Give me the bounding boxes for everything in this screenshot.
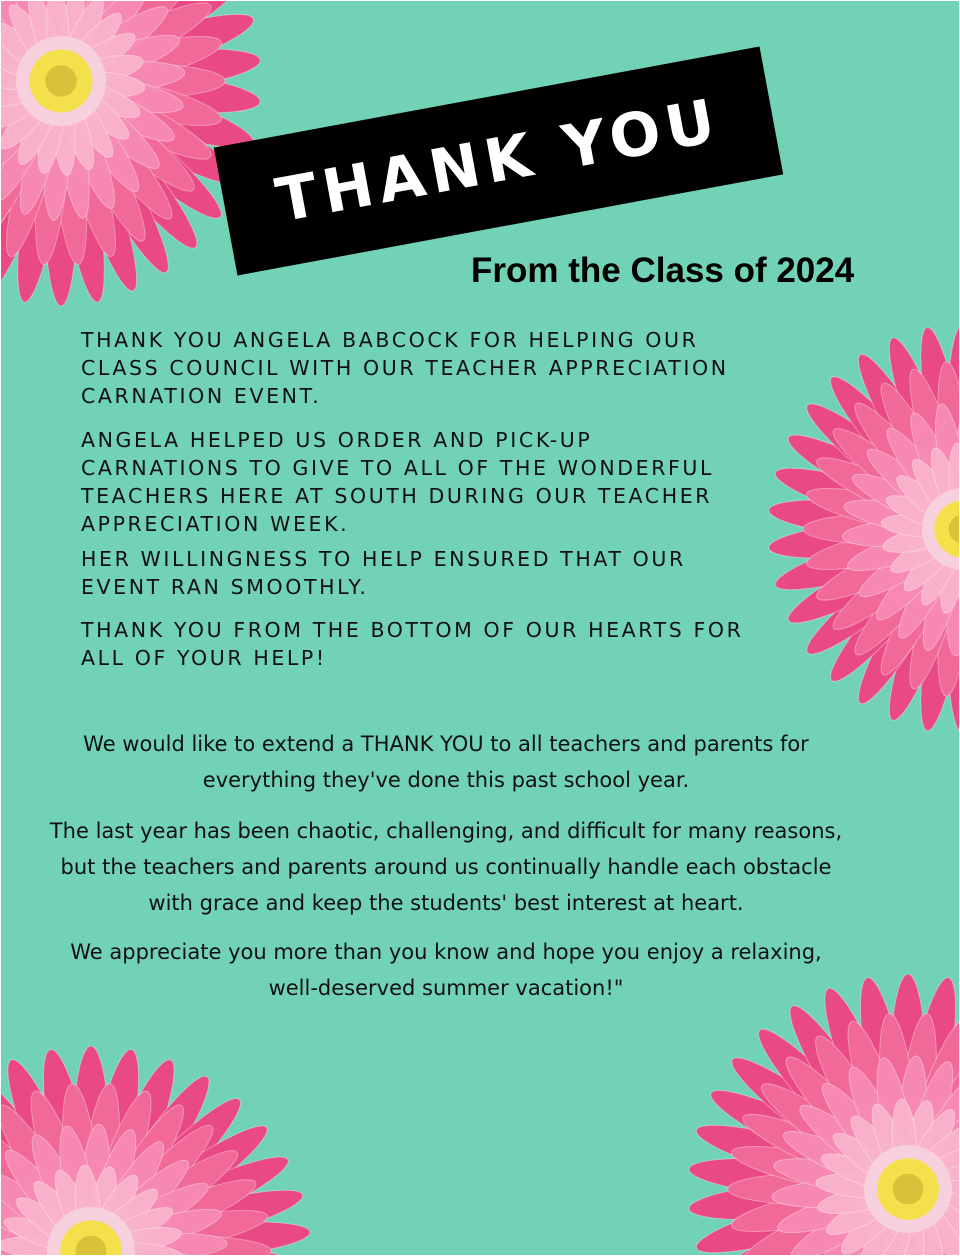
note-line: APPRECIATION WEEK. [81, 512, 350, 536]
flower-bottom-right-icon [683, 969, 959, 1255]
message-paragraph-1 [21, 726, 871, 798]
note-paragraph-1 [81, 326, 729, 410]
message-line: but the teachers and parents around us continually handle each obstacle [60, 855, 832, 879]
message-line: We would like to extend a THANK YOU to all teachers and parents for [83, 732, 809, 756]
note-line: CARNATIONS TO GIVE TO ALL OF THE WONDERFUL [81, 456, 715, 480]
message-line: well-deserved summer vacation!" [268, 976, 624, 1000]
message-paragraph-3 [21, 934, 871, 1006]
message-paragraph-2 [21, 813, 871, 921]
note-line: TEACHERS HERE AT SOUTH DURING OUR TEACHER [81, 484, 713, 508]
message-line: with grace and keep the students' best interest at heart. [148, 891, 744, 915]
note-line: THANK YOU ANGELA BABCOCK FOR HELPING OUR [81, 328, 699, 352]
note-paragraph-2 [81, 426, 714, 538]
note-line: CARNATION EVENT. [81, 384, 322, 408]
note-line: CLASS COUNCIL WITH OUR TEACHER APPRECIATION [81, 356, 729, 380]
thank-you-banner [214, 47, 783, 276]
subtitle: From the Class of 2024 [471, 251, 855, 290]
note-line: EVENT RAN SMOOTHLY. [81, 575, 369, 599]
message-line: everything they've done this past school year. [202, 768, 690, 792]
banner-title: THANK YOU [270, 85, 727, 237]
note-line: ALL OF YOUR HELP! [81, 646, 327, 670]
message-line: We appreciate you more than you know and hope you enjoy a relaxing, [70, 940, 822, 964]
note-line: THANK YOU FROM THE BOTTOM OF OUR HEARTS FOR [81, 618, 744, 642]
note-line: HER WILLINGNESS TO HELP ENSURED THAT OUR [81, 547, 686, 571]
thank-you-flyer [1, 1, 959, 1255]
note-paragraph-4 [81, 616, 743, 672]
note-line: ANGELA HELPED US ORDER AND PICK-UP [81, 428, 593, 452]
message-line: The last year has been chaotic, challenging, and difficult for many reasons, [49, 819, 843, 843]
flower-right-icon [763, 319, 959, 739]
note-paragraph-3 [81, 545, 686, 601]
flower-bottom-left-icon [1, 1041, 316, 1255]
